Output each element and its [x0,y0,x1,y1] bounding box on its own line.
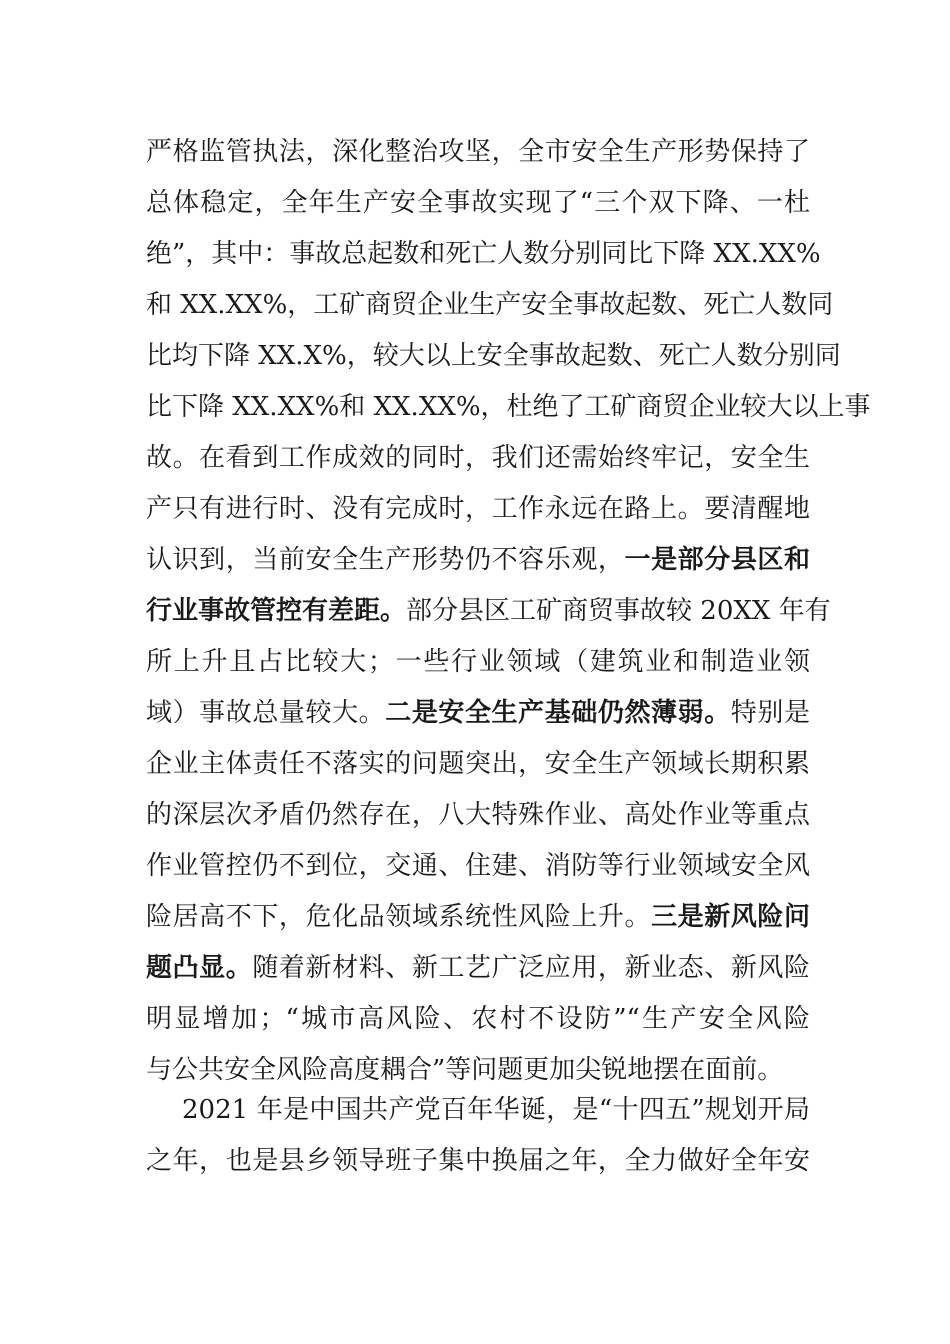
text-line [146,229,821,280]
text-line [146,637,810,688]
text-line [146,280,834,331]
text-line [146,331,841,382]
bold-heading-text: 行业事故管控有差距。 [146,596,407,626]
text-line [146,535,810,586]
body-text: 严格监管执法，深化整治攻坚，全市安全生产形势保持了 [146,137,810,167]
body-text: 比均下降 XX.X%，较大以上安全事故起数、死亡人数分别同 [146,341,841,371]
body-text: 产只有进行时、没有完成时，工作永远在路上。要清醒地 [146,494,810,524]
body-text: 比下降 XX.XX%和 XX.XX%，杜绝了工矿商贸企业较大以上事 [146,392,871,422]
text-line [146,892,810,943]
text-line [146,1085,810,1136]
body-text: 作业管控仍不到位，交通、住建、消防等行业领域安全风 [146,851,810,881]
text-line [146,178,810,229]
text-line [146,382,871,433]
bold-heading-text: 一是部分县区和 [624,545,810,575]
body-text: 绝”，其中：事故总起数和死亡人数分别同比下降 XX.XX% [146,239,821,269]
body-text: 和 XX.XX%，工矿商贸企业生产安全事故起数、死亡人数同 [146,290,834,320]
text-line [146,841,810,892]
body-text: 的深层次矛盾仍然存在，八大特殊作业、高处作业等重点 [146,800,810,830]
text-line [146,433,810,484]
body-text: 与公共安全风险高度耦合”等问题更加尖锐地摆在面前。 [146,1055,784,1085]
text-line [146,994,810,1045]
paragraph-safety-situation [146,127,871,1096]
body-text: 2021 年是中国共产党百年华诞，是“十四五”规划开局 [182,1095,810,1125]
body-text: 险居高不下，危化品领域系统性风险上升。 [146,902,652,932]
text-line [146,1136,810,1187]
paragraph-2021-outlook [146,1085,810,1187]
text-line [146,688,810,739]
bold-heading-text: 三是新风险问 [651,902,810,932]
bold-heading-text: 二是安全生产基础仍然薄弱。 [385,698,731,728]
body-text: 故。在看到工作成效的同时，我们还需始终牢记，安全生 [146,443,810,473]
body-text: 之年，也是县乡领导班子集中换届之年，全力做好全年安 [146,1146,810,1176]
text-line [146,739,810,790]
text-line [146,943,810,994]
text-line [146,127,810,178]
body-text: 企业主体责任不落实的问题突出，安全生产领域长期积累 [146,749,810,779]
body-text: 域）事故总量较大。 [146,698,386,728]
text-line [146,586,831,637]
text-line [146,790,810,841]
body-text: 特别是 [730,698,810,728]
bold-heading-text: 题凸显。 [146,953,253,983]
body-text: 随着新材料、新工艺广泛应用，新业态、新风险 [252,953,810,983]
body-text: 总体稳定，全年生产安全事故实现了“三个双下降、一杜 [146,188,810,218]
body-text: 部分县区工矿商贸事故较 20XX 年有 [406,596,831,626]
body-text: 明显增加；“城市高风险、农村不设防”“生产安全风险 [146,1004,810,1034]
body-text: 认识到，当前安全生产形势仍不容乐观， [146,545,625,575]
body-text: 所上升且占比较大；一些行业领域（建筑业和制造业领 [146,647,810,677]
text-line [146,484,810,535]
